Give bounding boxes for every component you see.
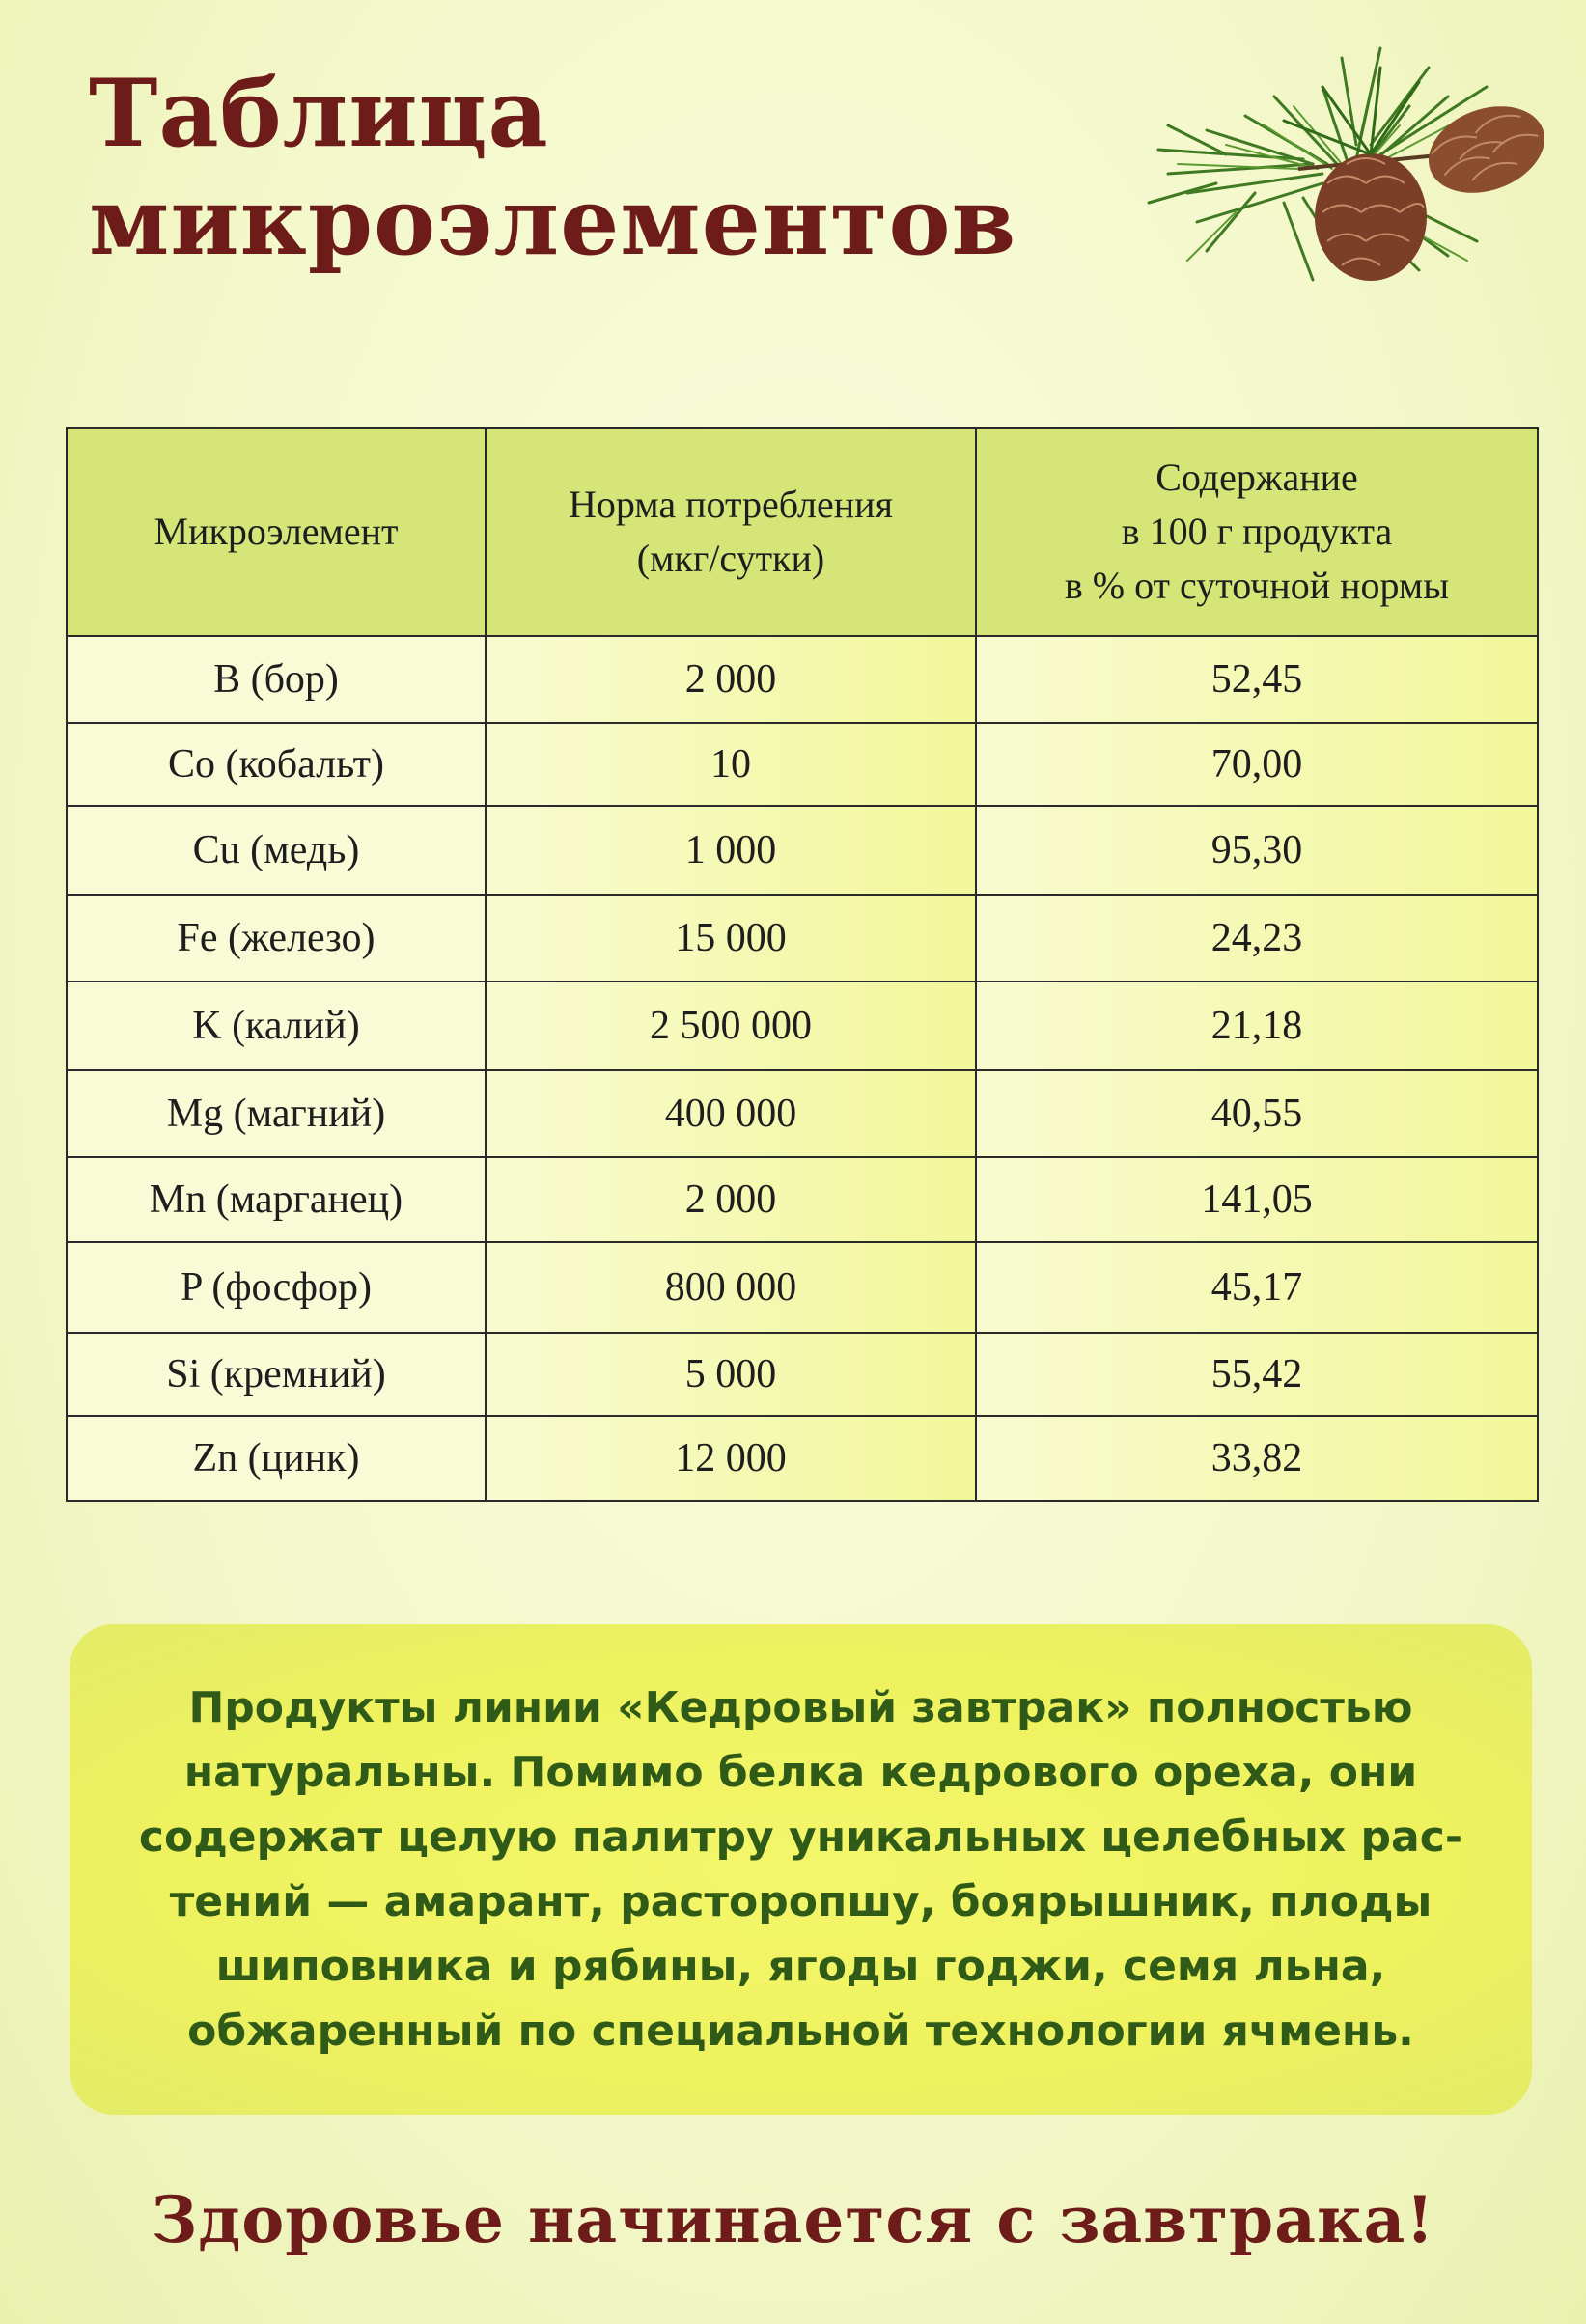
element-cell: K (калий)	[67, 982, 486, 1070]
element-cell: Cu (медь)	[67, 806, 486, 895]
norm-cell: 1 000	[486, 806, 976, 895]
info-line: натуральны. Помимо белка кедрового ореха, они	[183, 1748, 1418, 1797]
header-line: Норма потребления	[569, 483, 893, 526]
content-cell: 141,05	[976, 1157, 1538, 1242]
content-cell: 55,42	[976, 1333, 1538, 1416]
header-line: Микроэлемент	[153, 510, 399, 553]
norm-cell: 5 000	[486, 1333, 976, 1416]
norm-cell: 2 500 000	[486, 982, 976, 1070]
info-line: обжаренный по специальной технологии ячмень.	[187, 2006, 1414, 2056]
table-row	[67, 982, 1538, 1070]
table-header-row	[67, 428, 1538, 636]
page-title-line-2: микроэлементов	[89, 167, 1017, 276]
info-line: Продукты линии «Кедровый завтрак» полностью	[188, 1683, 1413, 1732]
table-row	[67, 723, 1538, 806]
header-line: Содержание	[1155, 456, 1358, 499]
footer-slogan: Здоровье начинается с завтрака!	[151, 2182, 1435, 2257]
table-row	[67, 895, 1538, 982]
norm-cell: 2 000	[486, 636, 976, 723]
info-text	[139, 1675, 1462, 2063]
norm-cell: 10	[486, 723, 976, 806]
element-cell: Zn (цинк)	[67, 1416, 486, 1501]
table-row	[67, 1242, 1538, 1333]
content-cell: 52,45	[976, 636, 1538, 723]
info-line: шиповника и рябины, ягоды годжи, семя льна,	[215, 1942, 1386, 1991]
header-line: в 100 г продукта	[1121, 510, 1393, 553]
content-cell: 70,00	[976, 723, 1538, 806]
content-cell: 33,82	[976, 1416, 1538, 1501]
element-cell: Si (кремний)	[67, 1333, 486, 1416]
header-line: в % от суточной нормы	[1064, 564, 1450, 607]
content-cell: 95,30	[976, 806, 1538, 895]
norm-cell: 12 000	[486, 1416, 976, 1501]
norm-cell: 800 000	[486, 1242, 976, 1333]
microelements-table	[66, 427, 1539, 1502]
table-row	[67, 636, 1538, 723]
page-title	[89, 60, 1016, 276]
header-line: (мкг/сутки)	[636, 537, 825, 580]
page-title-line-1: Таблица	[89, 59, 549, 168]
table-row	[67, 806, 1538, 895]
info-line: содержат целую палитру уникальных целебных рас-	[138, 1812, 1463, 1862]
column-header-norm	[486, 428, 976, 636]
table-row	[67, 1070, 1538, 1157]
table-row	[67, 1157, 1538, 1242]
content-cell: 21,18	[976, 982, 1538, 1070]
content-cell: 40,55	[976, 1070, 1538, 1157]
column-header-element	[67, 428, 486, 636]
table-row	[67, 1416, 1538, 1501]
element-cell: Mg (магний)	[67, 1070, 486, 1157]
element-cell: Fe (железо)	[67, 895, 486, 982]
column-header-content	[976, 428, 1538, 636]
norm-cell: 2 000	[486, 1157, 976, 1242]
content-cell: 45,17	[976, 1242, 1538, 1333]
pine-cones-icon	[1129, 29, 1554, 309]
info-line: тений — амарант, расторопшу, боярышник, плоды	[169, 1877, 1433, 1926]
norm-cell: 400 000	[486, 1070, 976, 1157]
element-cell: B (бор)	[67, 636, 486, 723]
element-cell: Co (кобальт)	[67, 723, 486, 806]
element-cell: P (фосфор)	[67, 1242, 486, 1333]
table-row	[67, 1333, 1538, 1416]
norm-cell: 15 000	[486, 895, 976, 982]
element-cell: Mn (марганец)	[67, 1157, 486, 1242]
info-box	[70, 1624, 1532, 2115]
content-cell: 24,23	[976, 895, 1538, 982]
